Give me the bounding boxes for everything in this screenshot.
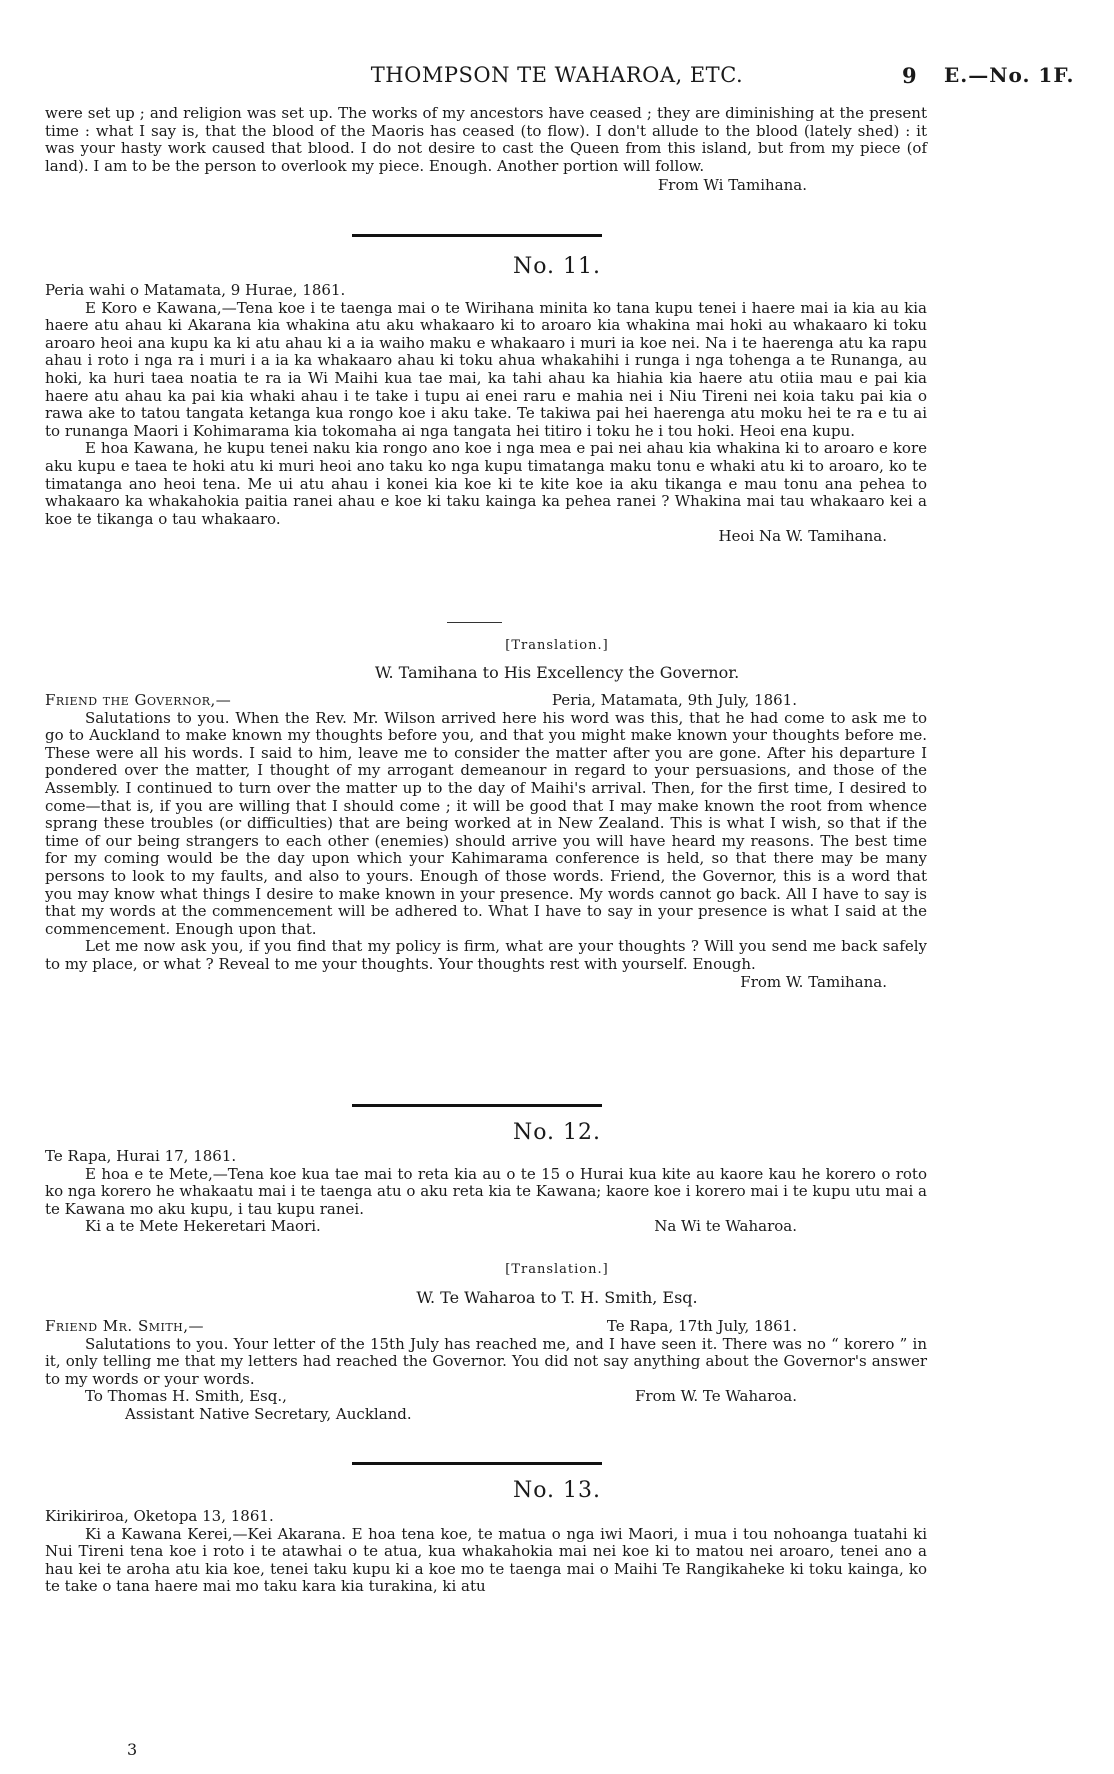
letter-no11-maori (45, 282, 927, 546)
paragraph: Salutations to you. When the Rev. Mr. Wilson arrived here his word was this, that he had come to ask me to go to Auckland to make known my thoughts before you, and that you might make known your thoughts before me. These were all his words. I said to him, leave me to consider the matter after you are gone. After his departure I pondered over the matter, I thought of my arrogant demeanour in regard to your persuasions, and those of the Assembly. I continued to turn over the matter up to the day of Maihi's arrival. Then, for the first time, I desired to come—that is, if you are willing that I should come ; it will be good that I may make known the root from whence sprang these troubles (or difficulties) that are being worked at in New Zealand. This is what I wish, so that if the time of our being strangers to each other (enemies) should arrive you will have heard my reasons. The best time for my coming would be the day upon which your Kahimarama conference is held, so that there may be many persons to look to my faults, and also to yours. Enough of those words. Friend, the Governor, this is a word that you may know what things I desire to make known in your presence. My words cannot go back. All I have to say is that my words at the commencement will be adhered to. What I have to say in your presence is what I said at the commencement. Enough upon that. (45, 708, 927, 938)
paragraph: E Koro e Kawana,—Tena koe i te taenga mai o te Wirihana minita ko tana kupu tenei i haere mai ia kia au kia haere atu ahau ki Akarana kia whakina atu aku whakaaro ki to aroaro kia whakina mai hoki au whakaaro ki toku aroaro heoi ana kupu ka ki atu ahau ki a ia waiho maku e whakaaro i muri ia koe nei. Na i te haerenga atu ka rapu ahau i roto i nga ra i muri i a ia ka whakaaro ahau ki toku ahua whakahihi i runga i nga tohenga a te Runanga, au hoki, ka huri taea noatia te ra ia Wi Maihi kua tae mai, ka tahi ahau ka hiahia kia haere atu otiia mau e pai kia haere atu ahau ka pai kia whaki ahau i te take i tupu ai enei raru e mahia nei i Niu Tireni nei koia taku pai kia o rawa ake to tatou tangata ketanga kua rongo koe i aku take. Te takiwa pai hei haerenga atu moku hei te ra e tu ai to runanga Maori i Kohimarama kia tokomaha ai nga tangata hei titiro i toku he i tou hoki. Heoi ena kupu. (45, 298, 927, 440)
section-divider (352, 1462, 602, 1465)
section-heading-no12: No. 12. (512, 1120, 602, 1145)
dateline: Peria, Matamata, 9th July, 1861. (551, 691, 797, 709)
closing-row (45, 1218, 927, 1236)
paragraph: Ki a Kawana Kerei,—Kei Akarana. E hoa tena koe, te matua o nga iwi Maori, i mua i tou nohoanga tuatahi ki Nui Tireni tena koe i roto i te atawhai o te atua, kua whakahokia mai nei koe ki to matou nei aroaro, tenei ano a hau kei te aroha atu kia koe, tenei taku kupu ki a koe mo te taenga mai o Maihi Te Rangikaheke ki toku kainga, ko te take o tana haere mai mo taku kara kia turakina, ki atu (45, 1524, 927, 1596)
signature-mark: 3 (127, 1740, 138, 1759)
running-title: THOMPSON TE WAHAROA, ETC. (370, 63, 744, 87)
paper-reference: E.—No. 1F. (944, 63, 1075, 87)
to-line: To Thomas H. Smith, Esq., (85, 1387, 287, 1406)
letter-no12-maori (45, 1148, 927, 1236)
running-header (0, 63, 1114, 91)
dateline: Te Rapa, Hurai 17, 1861. (45, 1147, 237, 1165)
dateline: Te Rapa, 17th July, 1861. (606, 1317, 797, 1335)
salutation: Friend the Governor,— (45, 691, 232, 709)
section-heading-no11: No. 11. (512, 254, 602, 279)
letter-no13-maori (45, 1508, 927, 1596)
section-divider (352, 234, 602, 237)
closing-row (45, 1388, 927, 1406)
salutation: Friend Mr. Smith,— (45, 1317, 205, 1335)
salutation-row (45, 1318, 927, 1336)
dateline: Peria wahi o Matamata, 9 Hurae, 1861. (45, 281, 346, 299)
signature: Heoi Na W. Tamihana. (718, 527, 887, 546)
addressee: Ki a te Mete Hekeretari Maori. (85, 1217, 321, 1236)
section-heading-no13: No. 13. (512, 1478, 602, 1503)
paragraph: Let me now ask you, if you find that my policy is firm, what are your thoughts ? Will you send me back safely to my place, or what ? Reveal to me your thoughts. Your thoughts rest with yourself. Enough. (45, 937, 927, 973)
salutation-row (45, 692, 927, 710)
from-line: From W. Te Waharoa. (635, 1387, 797, 1406)
short-divider (447, 622, 502, 623)
translation-title: W. Te Waharoa to T. H. Smith, Esq. (416, 1288, 698, 1307)
translation-label: [Translation.] (505, 638, 609, 653)
continued-paragraph: were set up ; and religion was set up. The works of my ancestors have ceased ; they are diminishing at the present time : what I say is, that the blood of the Maoris has ceased (to flow). I don't allude to the blood (lately shed) : it was your hasty work caused that blood. I do not desire to cast the Queen from this island, but from my piece (of land). I am to be the person to overlook my piece. Enough. Another portion will follow. (45, 104, 927, 175)
to-title: Assistant Native Secretary, Auckland. (125, 1404, 412, 1423)
paragraph: Salutations to you. Your letter of the 15th July has reached me, and I have seen it. There was no “ korero ” in it, only telling me that my letters had reached the Governor. You did not say anything about the Governor's answer to my words or your words. (45, 1334, 927, 1388)
continued-letter (45, 105, 927, 195)
page-number: 9 (902, 63, 917, 88)
paragraph: E hoa Kawana, he kupu tenei naku kia rongo ano koe i nga mea e pai nei ahau kia whakina ki to aroaro e kore aku kupu e taea te hoki atu ki muri heoi ano taku ko nga kupu timatanga maku tonu e whaki atu ki to aroaro, ko te timatanga ano heoi tena. Me ui atu ahau i konei kia koe ki te kite koe ia aku tikanga e mau tonu ana pehea to whakaaro ka whakahokia paitia ranei ahau e koe ki taku kainga ka pehea ranei ? Whakina mai tau whakaaro kei a koe te tikanga o tau whakaaro. (45, 439, 927, 528)
signature: From W. Tamihana. (740, 972, 887, 991)
translation-title: W. Tamihana to His Excellency the Governor. (374, 663, 740, 682)
letter-no11-english (45, 692, 927, 991)
continued-signature: From Wi Tamihana. (657, 176, 807, 195)
signature: Na Wi te Waharoa. (654, 1217, 797, 1236)
section-divider (352, 1104, 602, 1107)
dateline: Kirikiriroa, Oketopa 13, 1861. (45, 1507, 274, 1525)
letter-no12-english (45, 1318, 927, 1424)
translation-label: [Translation.] (505, 1262, 609, 1277)
paragraph: E hoa e te Mete,—Tena koe kua tae mai to reta kia au o te 15 o Hurai kua kite au kaore kau he korero o roto ko nga korero he whakaatu mai i te taenga atu o aku reta kia te Kawana; kaore koe i korero mai i te kupu utu mai a te Kawana mo aku kupu, i tau kupu ranei. (45, 1164, 927, 1218)
